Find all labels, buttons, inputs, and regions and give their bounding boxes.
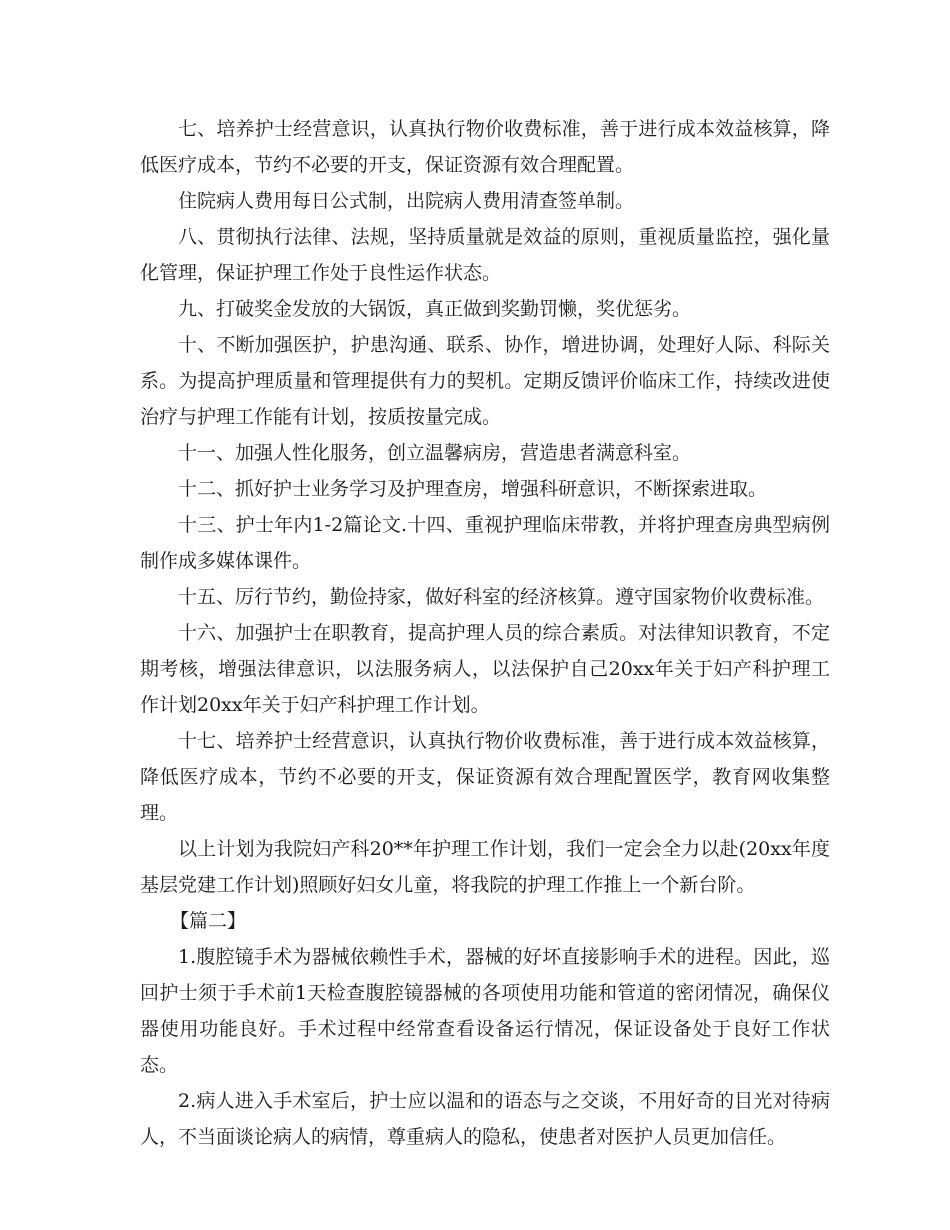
section-paragraph-1: 1.腹腔镜手术为器械依赖性手术，器械的好坏直接影响手术的进程。因此，巡回护士须于手术前1天检查腹腔镜器械的各项使用功能和管道的密闭情况，确保仪器使用功能良好。手术过程中经常查看设备运行情况，保证设备处于良好工作状态。 xyxy=(140,946,830,1076)
paragraph-billing: 住院病人费用每日公式制，出院病人费用清查签单制。 xyxy=(178,190,635,212)
paragraph-16: 十六、加强护士在职教育，提高护理人员的综合素质。对法律知识教育，不定期考核，增强法律意识，以法服务病人，以法保护自己20xx年关于妇产科护理工作计划20xx年关于妇产科护理工作计划。 xyxy=(140,622,830,716)
paragraph-conclusion: 以上计划为我院妇产科20**年护理工作计划，我们一定会全力以赴(20xx年度基层党建工作计划)照顾好妇女儿童，将我院的护理工作推上一个新台阶。 xyxy=(140,838,830,896)
document-body xyxy=(140,111,830,1155)
section-paragraph-2: 2.病人进入手术室后，护士应以温和的语态与之交谈，不用好奇的目光对待病人，不当面谈论病人的病情，尊重病人的隐私，使患者对医护人员更加信任。 xyxy=(140,1090,830,1148)
paragraph-8: 八、贯彻执行法律、法规，坚持质量就是效益的原则，重视质量监控，强化量化管理，保证护理工作处于良性运作状态。 xyxy=(140,226,830,284)
paragraph-11: 十一、加强人性化服务，创立温馨病房，营造患者满意科室。 xyxy=(178,442,692,464)
paragraph-13-14: 十三、护士年内1-2篇论文.十四、重视护理临床带教，并将护理查房典型病例制作成多媒体课件。 xyxy=(140,514,830,572)
paragraph-9: 九、打破奖金发放的大锅饭，真正做到奖勤罚懒，奖优惩劣。 xyxy=(178,298,692,320)
paragraph-15: 十五、厉行节约，勤俭持家，做好科室的经济核算。遵守国家物价收费标准。 xyxy=(178,586,825,608)
paragraph-7: 七、培养护士经营意识，认真执行物价收费标准，善于进行成本效益核算，降低医疗成本，节约不必要的开支，保证资源有效合理配置。 xyxy=(140,118,830,176)
section-heading: 【篇二】 xyxy=(170,910,247,932)
paragraph-10: 十、不断加强医护，护患沟通、联系、协作，增进协调，处理好人际、科际关系。为提高护理质量和管理提供有力的契机。定期反馈评价临床工作，持续改进使治疗与护理工作能有计划，按质按量完成。 xyxy=(140,334,830,428)
paragraph-12: 十二、抓好护士业务学习及护理查房，增强科研意识，不断探索进取。 xyxy=(178,478,768,500)
paragraph-17: 十七、培养护士经营意识，认真执行物价收费标准，善于进行成本效益核算，降低医疗成本，节约不必要的开支，保证资源有效合理配置医学，教育网收集整理。 xyxy=(140,730,830,824)
